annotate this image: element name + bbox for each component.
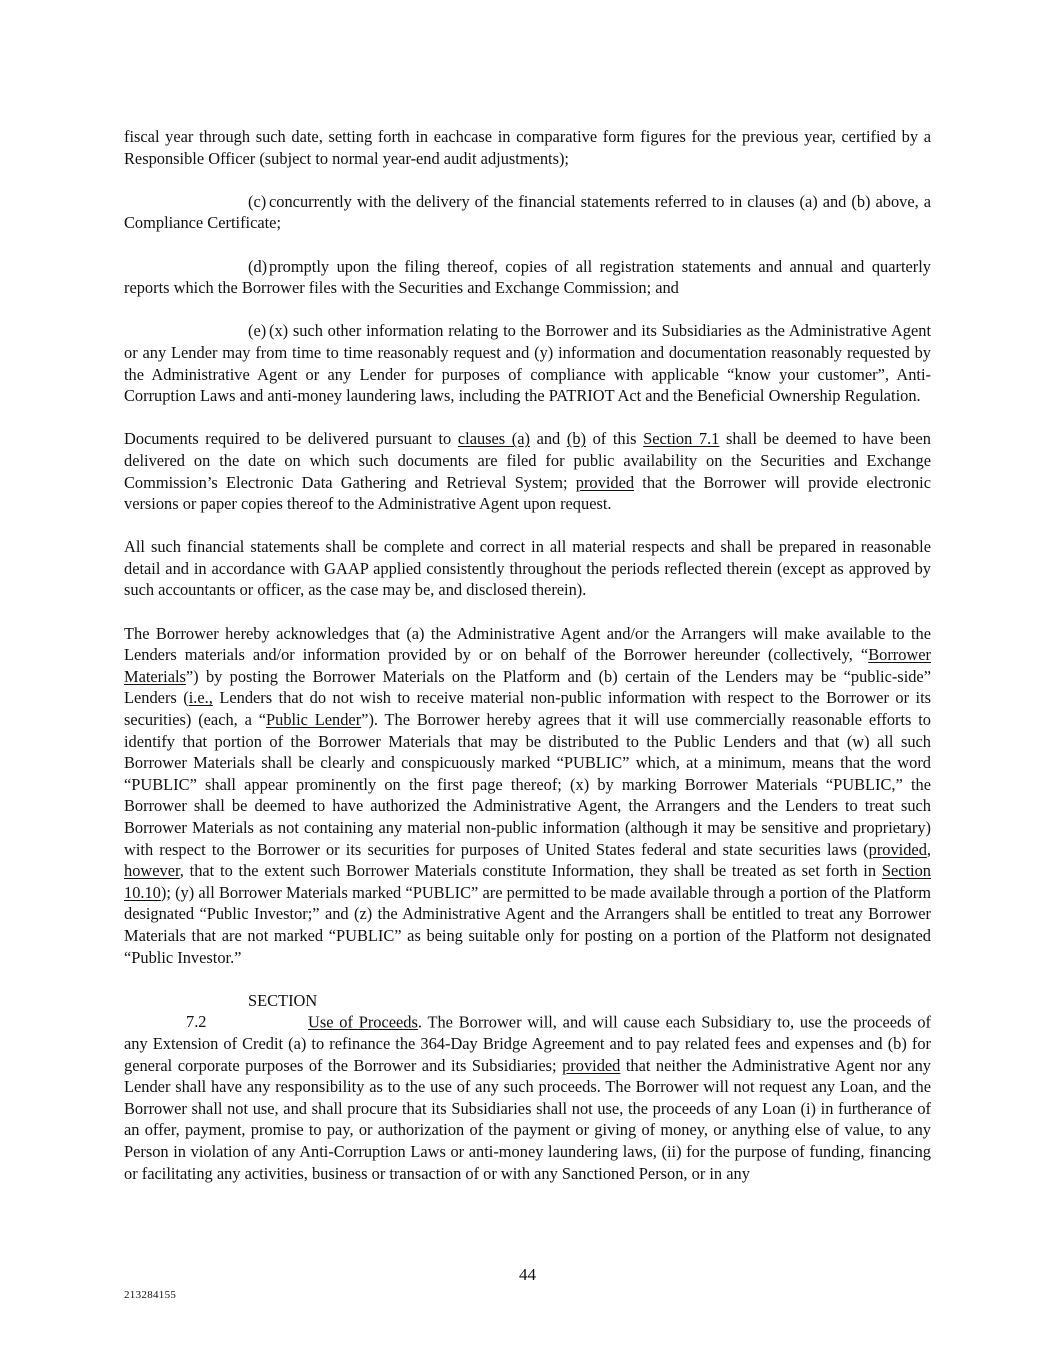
paragraph-borrower-materials [124,623,931,969]
clause-label: (c) [248,191,267,211]
text-run: Documents required to be delivered pursuant to [124,429,458,449]
text-run: shall be deemed to have been delivered on the date on which such documents are filed for public availability on the Securities and Exchange Commission’s Electronic Data Gathering and Retrieval System; [124,429,932,492]
text-run: ”). The Borrower hereby agrees that it will use commercially reasonable efforts to identify that portion of the Borrower Materials that may be distributed to the Public Lenders and that (w) all such Borrower Materials shall be clearly and conspicuously marked “PUBLIC” which, at a minimum, means that the word “PUBLIC” shall appear prominently on the first page thereof; (x) by marking Borrower Materials “PUBLIC,” the Borrower shall be deemed to have authorized the Administrative Agent, the Arrangers and the Lenders to treat such Borrower Materials as not containing any material non-public information (although it may be sensitive and proprietary) with respect to the Borrower or its securities for purposes of United States federal and state securities laws ( [124,710,931,859]
section-heading: Use of Proceeds [308,1012,418,1032]
text-run: of this [585,429,644,449]
paragraph-financial-statements [124,536,931,601]
however-term: however [124,861,180,881]
text-run: The Borrower hereby acknowledges that (a) the Administrative Agent and/or the Arrangers will make available to the Lenders materials and/or information provided by or on behalf of the Borrower hereunder (collectively, “ [124,623,931,665]
clause-label: (d) [248,256,268,276]
borrower-materials-term: Borrower Materials [124,645,931,686]
section-7-1-reference: Section 7.1 [643,429,720,449]
text-run: . The Borrower will, and will cause each Subsidiary to, use the proceeds of any Extension of Credit (a) to refinance the 364-Day Bridge Agreement and to pay related fees and expenses and (b) for general corporate purposes of the Borrower and its Subsidiaries; [124,1012,931,1075]
clause-text: (x) such other information relating to the Borrower and its Subsidiaries as the Administrative Agent or any Lender may from time to time reasonably request and (y) information and documentation reasonably requested by the Administrative Agent or any Lender for purposes of compliance with applicable “know your customer”, Anti-Corruption Laws and anti-money laundering laws, including the PATRIOT Act and the Beneficial Ownership Regulation. [124,321,931,406]
text-run: ); (y) all Borrower Materials marked “PUBLIC” are permitted to be made available through a portion of the Platform designated “Public Investor;” and (z) the Administrative Agent and the Arrangers shall be entitled to treat any Borrower Materials that are not marked “PUBLIC” as being suitable only for posting on a portion of the Platform not designated “Public Investor.” [124,882,931,967]
public-lender-term: Public Lender [266,710,362,730]
paragraph-text: fiscal year through such date, setting forth in eachcase in comparative form figures for the previous year, certified by a Responsible Officer (subject to normal year-end audit adjustments); [124,127,931,168]
paragraph-fiscal-year [124,126,931,169]
section-7-2 [124,990,931,1184]
text-run: ”) by posting the Borrower Materials on the Platform and (b) certain of the Lenders may be “public-side” Lenders ( [124,666,931,708]
provided-term: provided [562,1055,621,1075]
clause-label: (e) [248,321,267,341]
clause-b-reference: (b) [566,429,586,449]
clauses-a-reference: clauses (a) [457,429,530,449]
text-run: and [529,429,567,449]
ie-term: i.e., [188,688,213,708]
clause-e [124,320,931,406]
paragraph-text: All such financial statements shall be complete and correct in all material respects and shall be prepared in reasonable detail and in accordance with GAAP applied consistently throughout the periods reflected therein (except as approved by such accountants or officer, as the case may be, and disclosed therein). [124,537,931,600]
paragraph-documents-delivered [124,428,931,514]
clause-text: promptly upon the filing thereof, copies of all registration statements and annual and quarterly reports which the Borrower files with the Securities and Exchange Commission; and [124,256,931,298]
section-10-10-reference: Section 10.10 [124,861,931,902]
clause-d [124,256,931,299]
page-number: 44 [519,1265,536,1284]
text-run: that neither the Administrative Agent nor any Lender shall have any responsibility as to the use of any such proceeds. The Borrower will not request any Loan, and the Borrower shall not use, and shall procure that its Subsidiaries shall not use, the proceeds of any Loan (i) in furtherance of an offer, payment, promise to pay, or authorization of the payment or giving of money, or anything else of value, to any Person in violation of any Anti-Corruption Laws or anti-money laundering laws, (ii) for the purpose of funding, financing or facilitating any activities, business or transaction of or with any Sanctioned Person, or in any [124,1055,931,1183]
section-label: SECTION 7.2 [186,990,318,1032]
document-id: 213284155 [124,1289,177,1301]
text-run: that the Borrower will provide electronic versions or paper copies thereof to the Administrative Agent upon request. [124,472,931,514]
clause-text: concurrently with the delivery of the financial statements referred to in clauses (a) and (b) above, a Compliance Certificate; [124,191,931,233]
document-body [124,126,931,1206]
text-run: Lenders that do not wish to receive material non-public information with respect to the Borrower or its securities) (each, a “ [124,688,931,730]
provided-term: provided [868,839,927,859]
clause-c [124,191,931,234]
provided-term: provided [575,472,635,492]
text-run: , [926,839,931,859]
text-run: , that to the extent such Borrower Materials constitute Information, they shall be treated as set forth in [179,861,882,881]
